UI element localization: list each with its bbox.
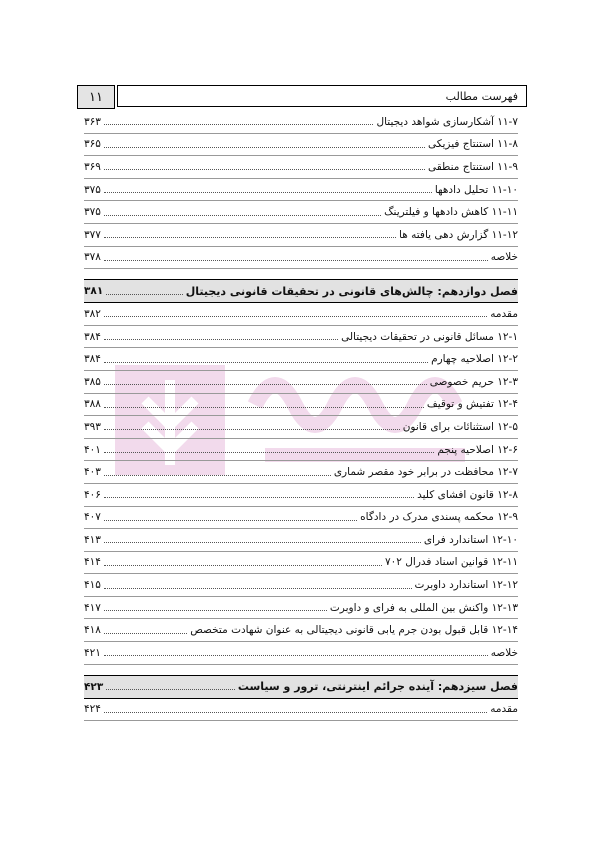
leader-dots — [104, 452, 434, 453]
entry-page: ۴۱۸ — [84, 624, 101, 637]
entry-page: ۴۰۳ — [84, 466, 101, 479]
toc-entry — [84, 597, 518, 620]
leader-dots — [104, 237, 396, 238]
entry-page: ۴۰۱ — [84, 443, 101, 456]
chapter-heading — [84, 279, 518, 303]
leader-dots — [104, 169, 425, 170]
entry-page: ۳۹۳ — [84, 420, 101, 433]
leader-dots — [104, 407, 424, 408]
entry-title: ۱۱-۱۲ گزارش دهی یافته ها — [399, 228, 518, 241]
entry-page: ۴۲۱ — [84, 646, 101, 659]
leader-dots — [104, 712, 487, 713]
entry-title: ۱۲-۴ تفتیش و توقیف — [426, 398, 518, 411]
entry-page: ۴۲۳ — [84, 680, 104, 693]
leader-dots — [104, 655, 488, 656]
leader-dots — [104, 588, 412, 589]
entry-title: ۱۲-۱ مسائل قانونی در تحقیقات دیجیتالی — [341, 330, 518, 343]
entry-title: ۱۱-۱۱ کاهش دادهها و فیلترینگ — [384, 206, 518, 219]
entry-title: ۱۲-۷ محافظت در برابر خود مقصر شماری — [333, 466, 518, 479]
toc-entry — [84, 247, 518, 270]
entry-page: ۳۸۲ — [84, 307, 101, 320]
toc-entry — [84, 439, 518, 462]
entry-title: مقدمه — [490, 703, 518, 716]
toc-entry — [84, 642, 518, 665]
toc-entry — [84, 224, 518, 247]
toc-entry — [84, 461, 518, 484]
entry-title: مقدمه — [490, 307, 518, 320]
entry-page: ۴۱۴ — [84, 556, 101, 569]
entry-page: ۴۰۷ — [84, 511, 101, 524]
chapter-heading — [84, 675, 518, 699]
page-number: ۱۱ — [77, 85, 115, 109]
entry-title: ۱۲-۱۰ استاندارد فرای — [423, 533, 518, 546]
leader-dots — [104, 565, 382, 566]
leader-dots — [104, 384, 427, 385]
leader-dots — [104, 362, 428, 363]
toc-entry — [84, 619, 518, 642]
entry-page: ۳۷۵ — [84, 183, 101, 196]
leader-dots — [104, 429, 400, 430]
entry-title: فصل سیزدهم: آینده جرائم اینترنتی، ترور و سیاست — [237, 680, 518, 694]
page-header — [77, 85, 527, 109]
toc-entry — [84, 529, 518, 552]
leader-dots — [104, 124, 374, 125]
entry-title: ۱۱-۸ استنتاج فیزیکی — [427, 138, 518, 151]
entry-page: ۳۶۵ — [84, 138, 101, 151]
spacer — [84, 269, 518, 279]
toc-entry — [84, 484, 518, 507]
toc-entry — [84, 326, 518, 349]
entry-title: ۱۲-۹ محکمه پسندی مدرک در دادگاه — [360, 511, 518, 524]
leader-dots — [106, 294, 182, 295]
toc-entry — [84, 371, 518, 394]
toc-entry — [84, 134, 518, 157]
entry-title: ۱۲-۶ اصلاحیه پنجم — [437, 443, 518, 456]
toc-entry — [84, 156, 518, 179]
entry-page: ۳۷۵ — [84, 206, 101, 219]
entry-page: ۴۱۳ — [84, 533, 101, 546]
entry-page: ۳۷۷ — [84, 228, 101, 241]
entry-title: ۱۲-۸ قانون افشای کلید — [417, 488, 518, 501]
toc-entry — [84, 394, 518, 417]
entry-page: ۳۶۳ — [84, 115, 101, 128]
leader-dots — [104, 339, 338, 340]
entry-title: ۱۱-۷ آشکارسازی شواهد دیجیتال — [376, 115, 518, 128]
toc-entry — [84, 699, 518, 722]
entry-title: ۱۲-۲ اصلاحیه چهارم — [431, 353, 518, 366]
leader-dots — [104, 316, 487, 317]
entry-page: ۴۰۶ — [84, 488, 101, 501]
entry-title: ۱۲-۵ استثنائات برای قانون — [402, 420, 518, 433]
entry-title: ۱۲-۱۱ قوانین اسناد فدرال ۷۰۲ — [385, 556, 518, 569]
entry-title: خلاصه — [490, 646, 518, 659]
toc-entry — [84, 416, 518, 439]
entry-page: ۳۶۹ — [84, 160, 101, 173]
leader-dots — [104, 215, 381, 216]
leader-dots — [104, 520, 357, 521]
spacer — [84, 665, 518, 675]
toc-entry — [84, 574, 518, 597]
leader-dots — [104, 633, 187, 634]
entry-page: ۴۲۴ — [84, 703, 101, 716]
entry-title: ۱۲-۱۳ واکنش بین المللی به فرای و داوبرت — [329, 601, 518, 614]
toc-entry — [84, 348, 518, 371]
entry-title: ۱۲-۳ حریم خصوصی — [429, 375, 518, 388]
entry-page: ۳۷۸ — [84, 251, 101, 264]
leader-dots — [104, 497, 414, 498]
entry-title: خلاصه — [490, 251, 518, 264]
entry-title: ۱۱-۹ استنتاج منطقی — [427, 160, 518, 173]
leader-dots — [106, 689, 235, 690]
leader-dots — [104, 147, 425, 148]
entry-page: ۳۸۴ — [84, 330, 101, 343]
table-of-contents — [84, 111, 518, 721]
entry-page: ۳۸۸ — [84, 398, 101, 411]
entry-page: ۴۱۷ — [84, 601, 101, 614]
entry-title: فصل دوازدهم: چالش‌های قانونی در تحقیقات قانونی دیجیتال — [185, 284, 518, 298]
header-title: فهرست مطالب — [117, 85, 527, 107]
toc-entry — [84, 552, 518, 575]
leader-dots — [104, 192, 432, 193]
toc-entry — [84, 111, 518, 134]
toc-entry — [84, 179, 518, 202]
entry-title: ۱۲-۱۴ قابل قبول بودن جرم یابی قانونی دیجیتالی به عنوان شهادت متخصص — [190, 624, 518, 637]
entry-page: ۳۸۱ — [84, 285, 104, 298]
toc-entry — [84, 201, 518, 224]
entry-title: ۱۱-۱۰ تحلیل دادهها — [434, 183, 518, 196]
entry-title: ۱۲-۱۲ استاندارد داوبرت — [414, 579, 518, 592]
entry-page: ۳۸۵ — [84, 375, 101, 388]
entry-page: ۴۱۵ — [84, 579, 101, 592]
leader-dots — [104, 542, 421, 543]
leader-dots — [104, 260, 488, 261]
entry-page: ۳۸۴ — [84, 353, 101, 366]
toc-entry — [84, 507, 518, 530]
toc-entry — [84, 303, 518, 326]
leader-dots — [104, 610, 327, 611]
leader-dots — [104, 475, 331, 476]
